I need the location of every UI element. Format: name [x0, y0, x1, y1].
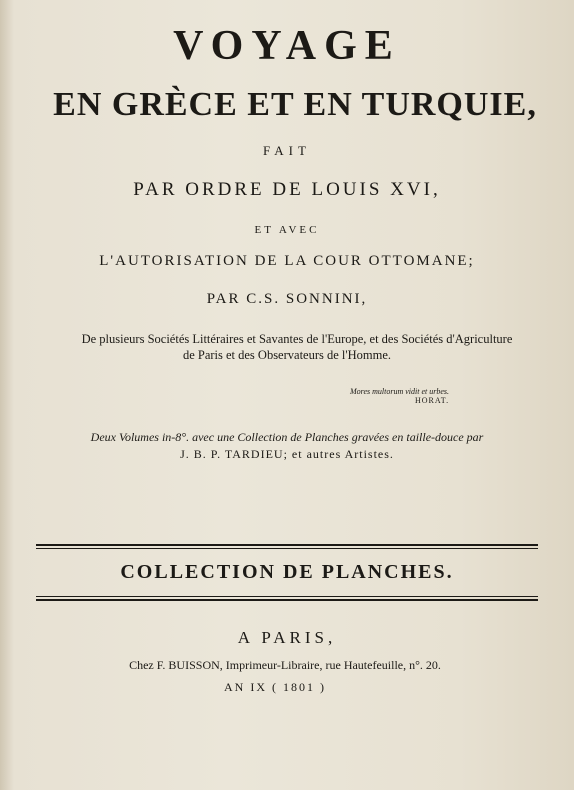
tardieu-line: J. B. P. TARDIEU; et autres Artistes. — [180, 447, 394, 461]
societies-line-1: De plusieurs Sociétés Littéraires et Savantes de l'Europe, et des Sociétés d'Agriculture — [81, 332, 513, 346]
volumes-line: Deux Volumes in-8°. avec une Collection de Planches gravées en taille-douce par — [90, 430, 484, 444]
book-title: VOYAGE — [173, 23, 401, 69]
collection-title: COLLECTION DE PLANCHES. — [120, 561, 454, 583]
publisher-line: Chez F. BUISSON, Imprimeur-Libraire, rue Hautefeuille, n°. 20. — [129, 658, 441, 672]
ordre-text: PAR ORDRE DE LOUIS XVI, — [133, 179, 441, 200]
epigraph-author: HORAT. — [415, 396, 450, 405]
societies-line-2: de Paris et des Observateurs de l'Homme. — [182, 348, 392, 362]
epigraph-text: Mores multorum vidit et urbes. — [350, 387, 450, 396]
autorisation-text: L'AUTORISATION DE LA COUR OTTOMANE; — [99, 253, 475, 269]
divider-top-thin — [36, 548, 538, 549]
fait-text: FAIT — [263, 143, 311, 158]
city-line: A PARIS, — [237, 628, 337, 647]
divider-top-thick — [36, 544, 538, 546]
et-avec-text: ET AVEC — [254, 224, 320, 236]
author-line: PAR C.S. SONNINI, — [206, 291, 368, 307]
divider-bottom-thick — [36, 599, 538, 601]
book-subtitle: EN GRÈCE ET EN TURQUIE, — [53, 86, 537, 123]
divider-bottom-thin — [36, 596, 538, 597]
year-line: AN IX ( 1801 ) — [224, 680, 326, 694]
